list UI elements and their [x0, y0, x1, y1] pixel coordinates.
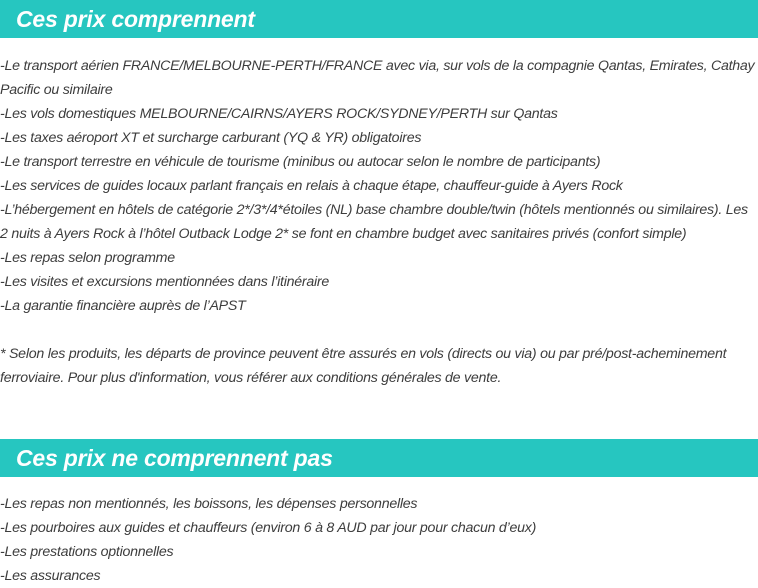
list-item: -Les visites et excursions mentionnées dans l’itinéraire	[0, 274, 330, 290]
list-item: -Les assurances	[0, 568, 101, 584]
list-item: -La garantie financière auprès de l’APST	[0, 298, 246, 314]
excluded-list	[0, 492, 756, 588]
list-item: -Les services de guides locaux parlant français en relais à chaque étape, chauffeur-guide à Ayers Rock	[0, 178, 623, 194]
list-item: -Les repas non mentionnés, les boissons, les dépenses personnelles	[0, 496, 418, 512]
excluded-section-title: Ces prix ne comprennent pas	[0, 439, 758, 477]
list-item: -Les repas selon programme	[0, 250, 175, 266]
list-item: -L’hébergement en hôtels de catégorie 2*/3*/4*étoiles (NL) base chambre double/twin (hôtels mentionnés ou similaires). Les 2 nuits à Ayers Rock à l’hôtel Outback Lodge 2* se font en chambre budget avec sanitaires privés (confort simple)	[0, 202, 748, 242]
included-list	[0, 54, 756, 318]
list-item: -Les taxes aéroport XT et surcharge carburant (YQ & YR) obligatoires	[0, 130, 422, 146]
included-section-title: Ces prix comprennent	[0, 0, 758, 38]
departure-note: * Selon les produits, les départs de province peuvent être assurés en vols (directs ou via) ou par pré/post-acheminement ferroviaire. Pour plus d'information, vous référer aux conditions générales de vente.	[0, 346, 727, 386]
list-item: -Le transport terrestre en véhicule de tourisme (minibus ou autocar selon le nombre de participants)	[0, 154, 601, 170]
list-item: -Les pourboires aux guides et chauffeurs (environ 6 à 8 AUD par jour pour chacun d’eux)	[0, 520, 537, 536]
list-item: -Les prestations optionnelles	[0, 544, 174, 560]
list-item: -Les vols domestiques MELBOURNE/CAIRNS/AYERS ROCK/SYDNEY/PERTH sur Qantas	[0, 106, 558, 122]
list-item: -Le transport aérien FRANCE/MELBOURNE-PERTH/FRANCE avec via, sur vols de la compagnie Qantas, Emirates, Cathay Pacific ou similaire	[0, 58, 755, 98]
